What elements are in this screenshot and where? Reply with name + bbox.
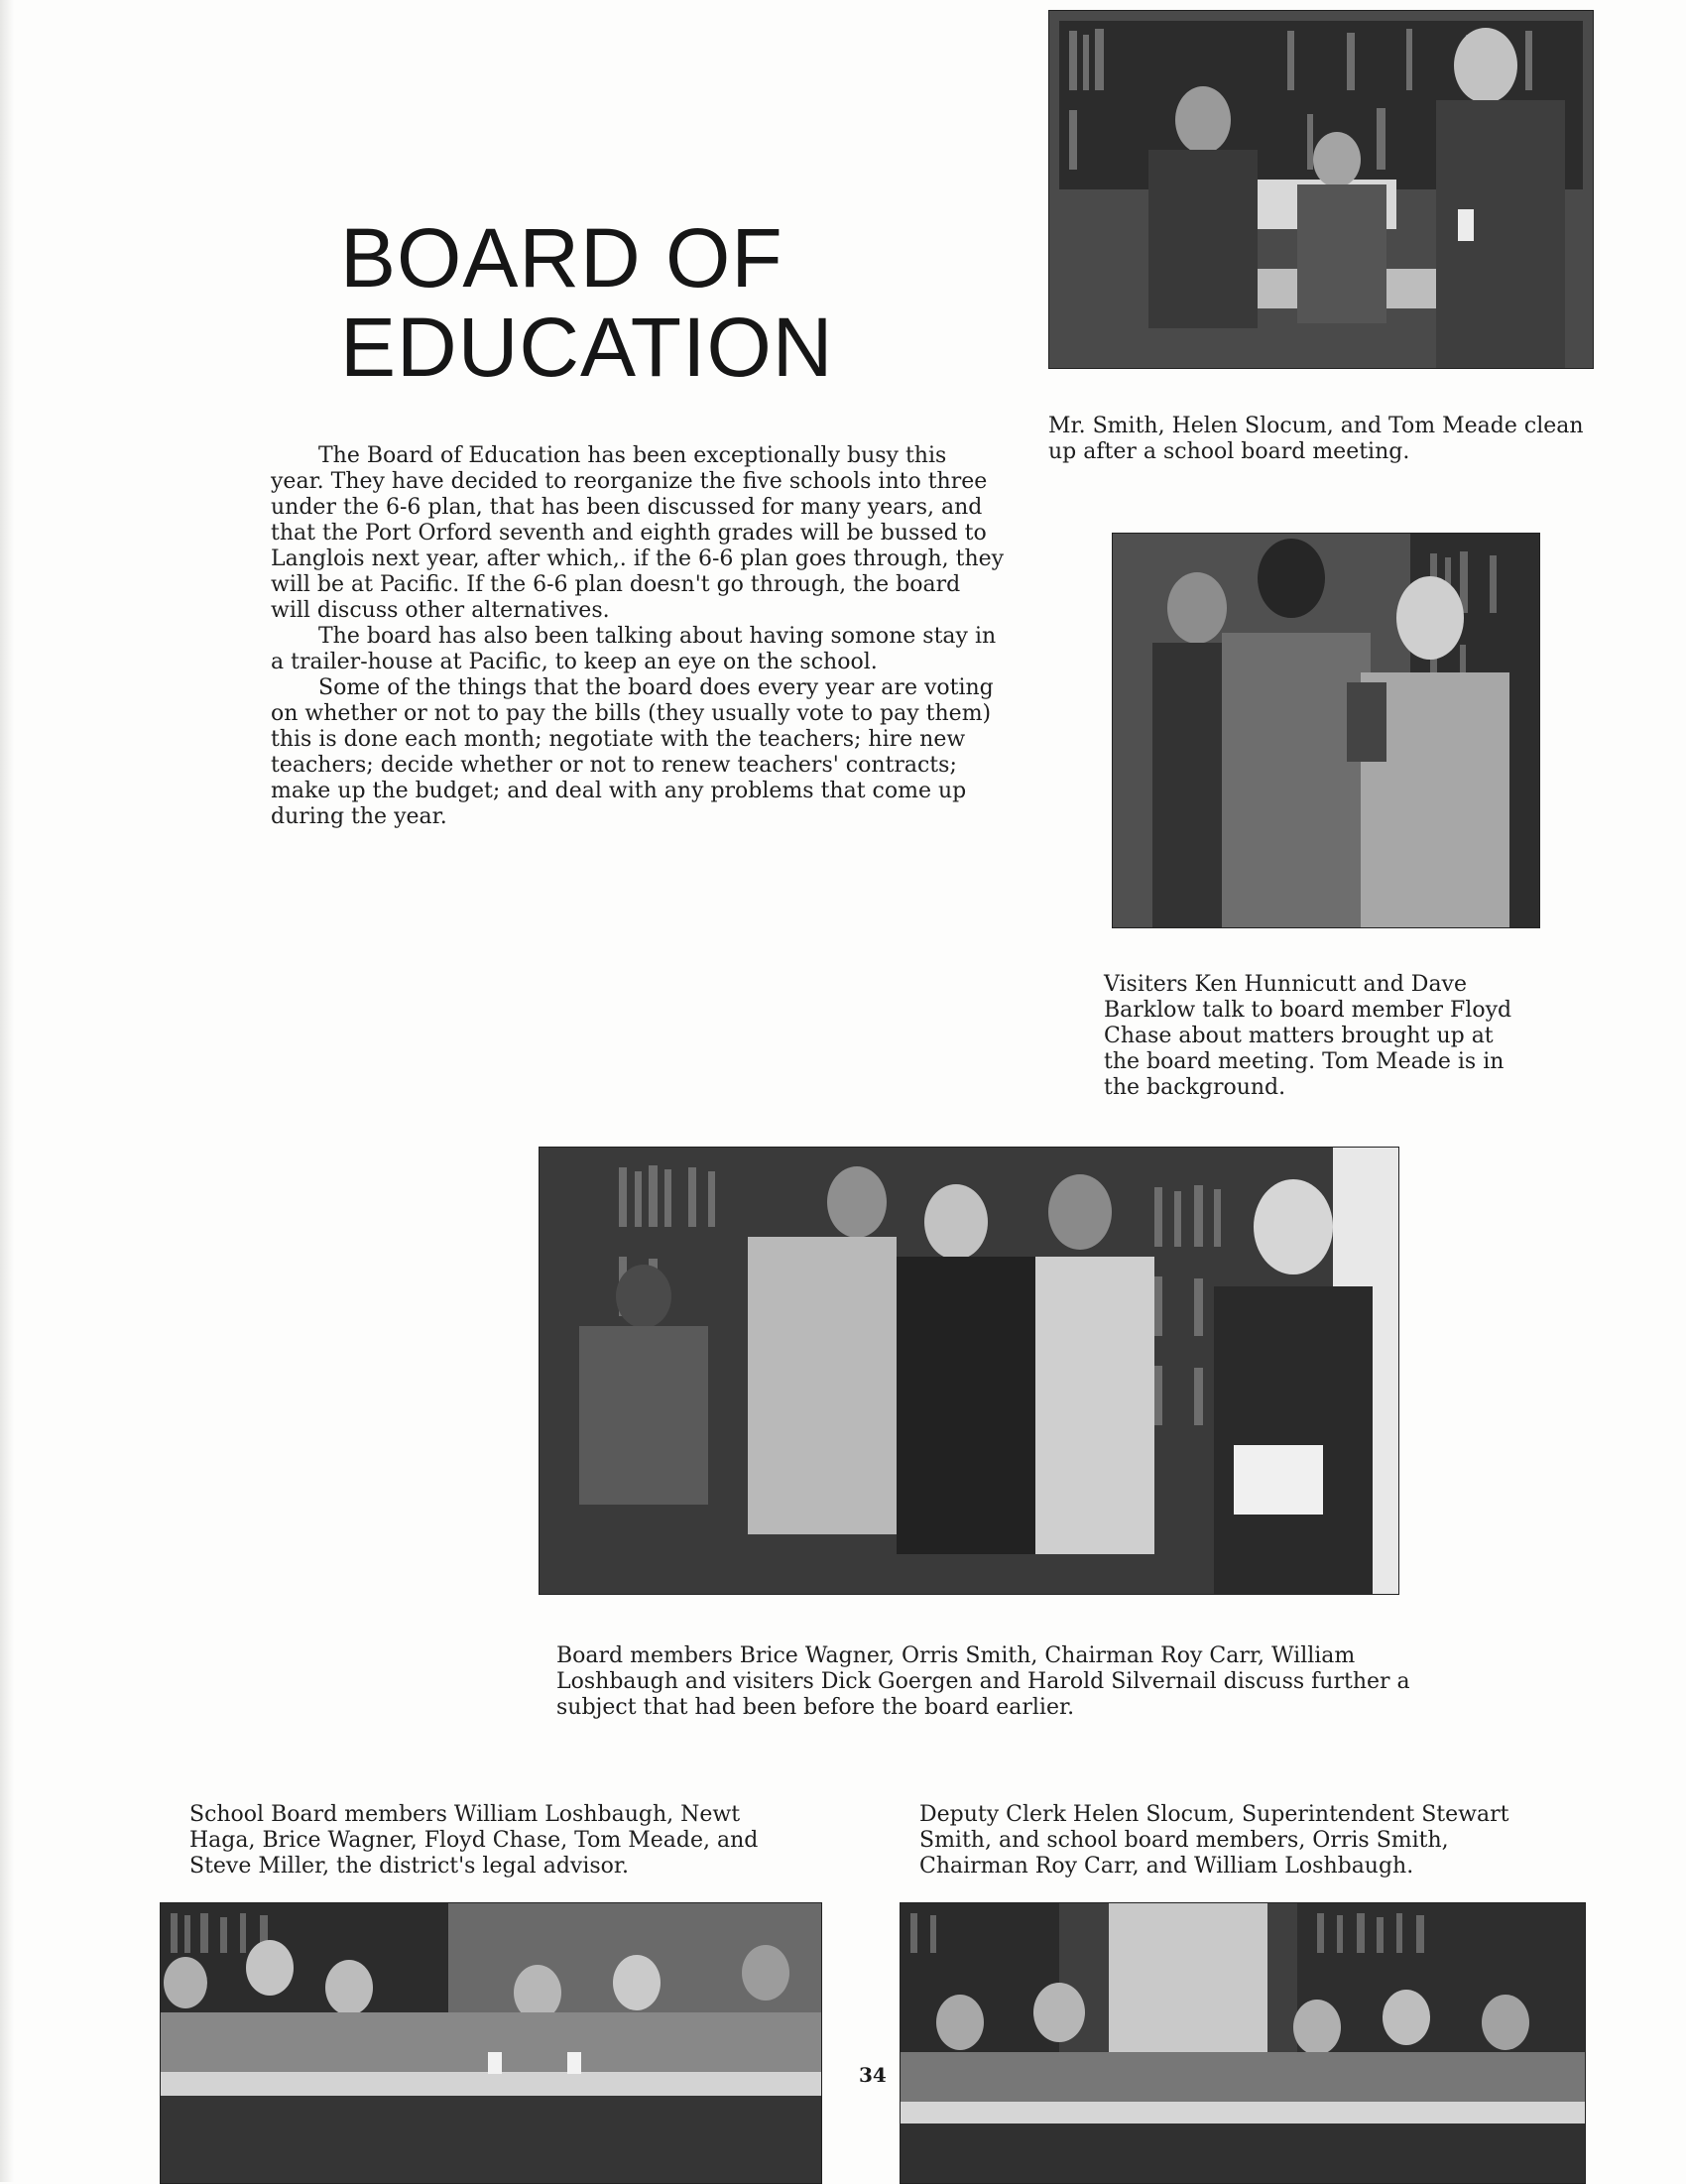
photo-board-table-right-image [901, 1903, 1585, 2183]
photo-cleanup [1048, 10, 1594, 369]
photo-visitors-talk [1112, 533, 1540, 928]
article-body [271, 443, 1005, 830]
scan-edge-shadow [0, 0, 14, 2182]
photo-board-table-right [900, 1902, 1586, 2184]
photo-board-table-left-image [161, 1903, 821, 2183]
title-line-2: EDUCATION [340, 301, 834, 394]
page-title [340, 213, 975, 392]
photo-board-table-left [160, 1902, 822, 2184]
paragraph-2: The board has also been talking about having somone stay in a trailer-house at Pacific, to keep an eye on the school. [271, 624, 997, 674]
page-number: 34 [859, 2063, 887, 2087]
paragraph-3: Some of the things that the board does every year are voting on whether or not to pay the bills (they usually vote to pay them) this is done each month; negotiate with the teachers; hire new teachers; decide whether or not to renew teachers' contracts; make up the budget; and deal with any problems that come up during the year. [271, 675, 994, 829]
caption-deputy-clerk: Deputy Clerk Helen Slocum, Superintendent Stewart Smith, and school board members, Orris Smith, Chairman Roy Carr, and William Loshbaugh. [919, 1802, 1509, 1879]
photo-board-discussion-image [540, 1148, 1398, 1594]
photo-cleanup-image [1049, 11, 1593, 368]
title-line-1: BOARD OF [340, 211, 783, 304]
photo-visitors-talk-image [1113, 534, 1539, 927]
photo-board-discussion [539, 1147, 1399, 1595]
paragraph-1: The Board of Education has been exceptionally busy this year. They have decided to reorganize the five schools into three under the 6-6 plan, that has been discussed for many years, and that the Port Orford seventh and eighth grades will be bussed to Langlois next year, after which,. if the 6-6 plan goes through, they will be at Pacific. If the 6-6 plan doesn't go through, the board will discuss other alternatives. [271, 443, 1005, 623]
caption-cleanup: Mr. Smith, Helen Slocum, and Tom Meade clean up after a school board meeting. [1048, 414, 1584, 464]
caption-board-discussion: Board members Brice Wagner, Orris Smith, Chairman Roy Carr, William Loshbaugh and visiters Dick Goergen and Harold Silvernail discuss further a subject that had been before the board earlier. [556, 1643, 1410, 1720]
caption-visitors-talk: Visiters Ken Hunnicutt and Dave Barklow talk to board member Floyd Chase about matters brought up at the board meeting. Tom Meade is in the background. [1104, 972, 1512, 1100]
caption-board-members: School Board members William Loshbaugh, Newt Haga, Brice Wagner, Floyd Chase, Tom Meade, and Steve Miller, the district's legal advisor. [189, 1802, 759, 1879]
